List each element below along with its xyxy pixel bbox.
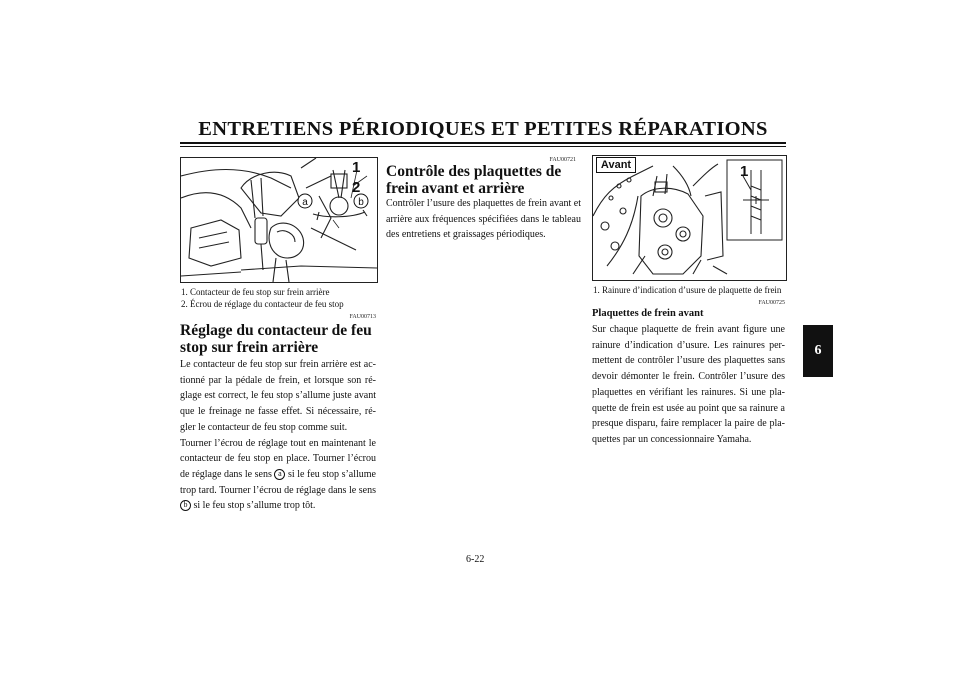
brake-pads-heading: Contrôle des plaquettes de frein avant et arrière [386,163,562,197]
para-2-part-c: si le feu stop s’allume trop tôt. [193,500,316,512]
direction-a-symbol: a [274,469,285,480]
page-header-title: ENTRETIENS PÉRIODIQUES ET PETITES RÉPARATIONS [198,118,768,140]
direction-b-symbol: b [180,500,191,511]
rear-brake-switch-drawing [181,158,377,282]
front-brake-caliper-illustration [592,155,787,281]
header-rule-thin [180,146,786,147]
front-brake-pads-subheading: Plaquettes de frein avant [592,308,704,319]
rear-brake-switch-heading: Réglage du contacteur de feu stop sur frein arrière [180,322,372,356]
middle-section-code: FAU00721 [549,157,576,163]
chapter-tab[interactable]: 6 [803,325,833,377]
front-brake-caliper-drawing [593,156,786,280]
para-2-part-b: si le feu stop s’allume trop tard. Tourner l’écrou de réglage dans le sens [180,468,376,496]
rear-brake-switch-para-1: Le contacteur de feu stop sur frein arrière est ac-tionné par la pédale de frein, et lorsque son ré-glage est correct, le feu stop s’allume juste avant que le freinage ne fasse effet. Si nécessaire, ré-gler le contacteur de feu stop comme suit. [180,359,376,433]
callout-1-wear-groove: 1 [740,163,749,180]
rear-brake-switch-body [180,357,376,514]
callout-2: 2 [352,179,361,196]
left-section-code: FAU00713 [349,314,376,320]
rear-brake-switch-illustration [180,157,378,283]
label-b: b [358,197,364,208]
label-a: a [302,197,308,208]
right-section-code: FAU00725 [758,300,785,306]
rear-brake-switch-para-2 [180,436,376,515]
front-brake-pads-body: Sur chaque plaquette de frein avant figure une rainure d’indication d’usure. Les rainures per-mettent de contrôler l’usure des plaquettes sans devoir démonter le frein. Contrôler l’usure des plaquettes en vérifiant les rainures. Si une pla-quette de frein est usée au point que sa rainure a presque disparu, faire remplacer la paire de pla-quettes par un concessionnaire Yamaha. [592,324,785,445]
right-figure-caption: 1. Rainure d’indication d’usure de plaquette de frein [593,285,782,295]
left-figure-caption-2: 2. Écrou de réglage du contacteur de feu stop [181,299,344,309]
brake-pads-body: Contrôler l’usure des plaquettes de frein avant et arrière aux fréquences spécifiées dans le tableau des entretiens et graissages périodiques. [386,198,581,240]
left-figure-caption-1: 1. Contacteur de feu stop sur frein arrière [181,287,330,297]
callout-1: 1 [352,159,361,176]
front-direction-label: Avant [596,157,636,173]
para-2-part-a: Tourner l’écrou de réglage tout en maintenant le contacteur de feu stop en place. Tourner l’écrou de réglage dans le sens [180,437,376,480]
page-number: 6-22 [466,554,485,565]
header-rule-thick [180,142,786,144]
